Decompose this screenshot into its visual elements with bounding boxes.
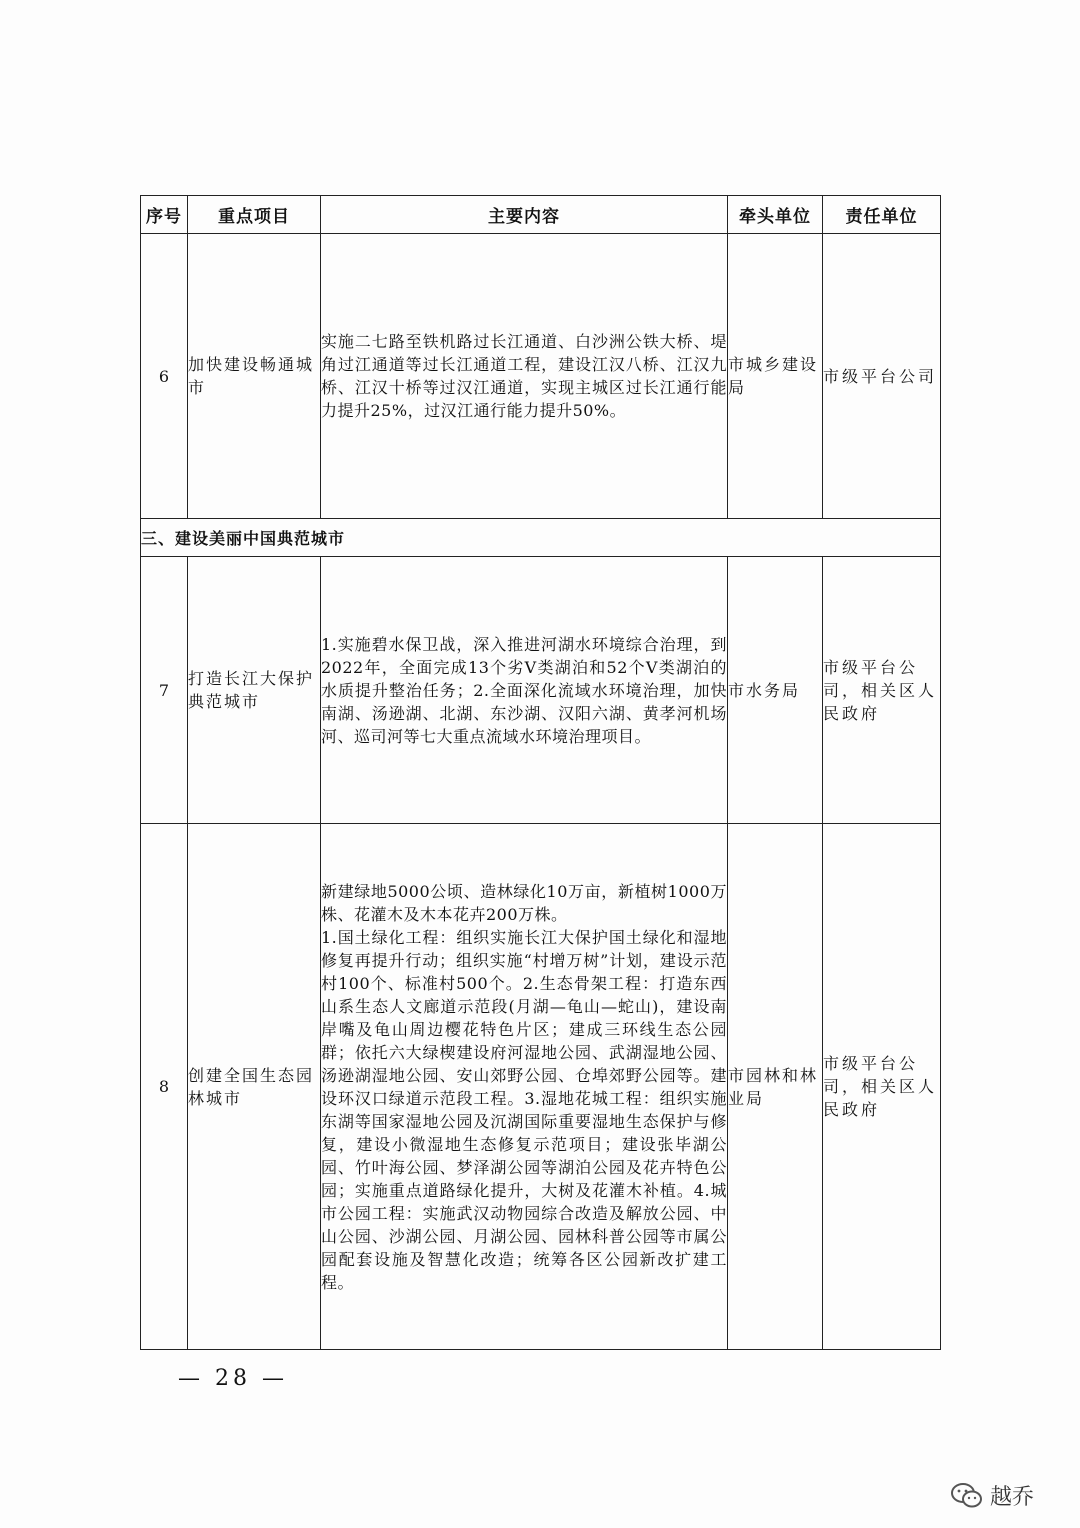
content-paragraph: 实施二七路至铁机路过长江通道、白沙洲公铁大桥、堤角过江通道等过长江通道工程，建设江汉八桥、江汉九桥、江汉十桥等过汉江通道，实现主城区过长江通行能力提升25%，过汉江通行能力提升50%。 xyxy=(321,332,727,420)
row-lead: 市园林和林业局 xyxy=(728,824,823,1350)
project-table xyxy=(140,195,941,1350)
row-project: 创建全国生态园林城市 xyxy=(188,824,321,1350)
content-paragraph: 新建绿地5000公顷、造林绿化10万亩，新植树1000万株、花灌木及木本花卉200万株。 xyxy=(321,881,727,924)
row-content xyxy=(321,234,728,519)
row-seq: 6 xyxy=(141,234,188,519)
table-row xyxy=(141,824,941,1350)
table-header-row xyxy=(141,196,941,234)
content-paragraph: 1.实施碧水保卫战，深入推进河湖水环境综合治理，到2022年，全面完成13个劣Ⅴ类湖泊和52个Ⅴ类湖泊的水质提升整治任务；2.全面深化流域水环境治理，加快南湖、汤逊湖、北湖、东沙湖、汉阳六湖、黄孝河机场河、巡司河等七大重点流域水环境治理项目。 xyxy=(321,634,727,746)
page-number: — 28 — xyxy=(178,1366,288,1391)
row-project: 打造长江大保护典范城市 xyxy=(188,557,321,824)
header-seq: 序号 xyxy=(141,196,188,234)
wechat-icon xyxy=(950,1482,984,1510)
row-seq: 8 xyxy=(141,824,188,1350)
row-seq: 7 xyxy=(141,557,188,824)
row-responsible: 市级平台公司，相关区人民政府 xyxy=(823,824,941,1350)
header-lead: 牵头单位 xyxy=(728,196,823,234)
header-content: 主要内容 xyxy=(321,196,728,234)
row-content xyxy=(321,557,728,824)
header-responsible: 责任单位 xyxy=(823,196,941,234)
section-row xyxy=(141,519,941,557)
row-responsible: 市级平台公司 xyxy=(823,234,941,519)
header-project: 重点项目 xyxy=(188,196,321,234)
content-paragraph: 1.国土绿化工程：组织实施长江大保护国土绿化和湿地修复再提升行动；组织实施“村增万树”计划，建设示范村100个、标准村500个。2.生态骨架工程：打造东西山系生态人文廊道示范段(月湖—龟山—蛇山)，建设南岸嘴及龟山周边樱花特色片区；建成三环线生态公园群；依托六大绿楔建设府河湿地公园、武湖湿地公园、汤逊湖湿地公园、安山郊野公园、仓埠郊野公园等。建设环汉口绿道示范段工程。3.湿地花城工程：组织实施东湖等国家湿地公园及沉湖国际重要湿地生态保护与修复，建设小微湿地生态修复示范项目；建设张毕湖公园、竹叶海公园、梦泽湖公园等湖泊公园及花卉特色公园；实施重点道路绿化提升，大树及花灌木补植。4.城市公园工程：实施武汉动物园综合改造及解放公园、中山公园、沙湖公园、月湖公园、园林科普公园等市属公园配套设施及智慧化改造；统筹各区公园新改扩建工程。 xyxy=(321,927,727,1292)
row-responsible: 市级平台公司，相关区人民政府 xyxy=(823,557,941,824)
row-lead: 市城乡建设局 xyxy=(728,234,823,519)
table-row xyxy=(141,234,941,519)
table-row xyxy=(141,557,941,824)
section-title: 三、建设美丽中国典范城市 xyxy=(141,519,941,557)
watermark-text: 越乔 xyxy=(990,1485,1035,1510)
row-lead: 市水务局 xyxy=(728,557,823,824)
row-content xyxy=(321,824,728,1350)
row-project: 加快建设畅通城市 xyxy=(188,234,321,519)
watermark xyxy=(950,1480,1034,1511)
